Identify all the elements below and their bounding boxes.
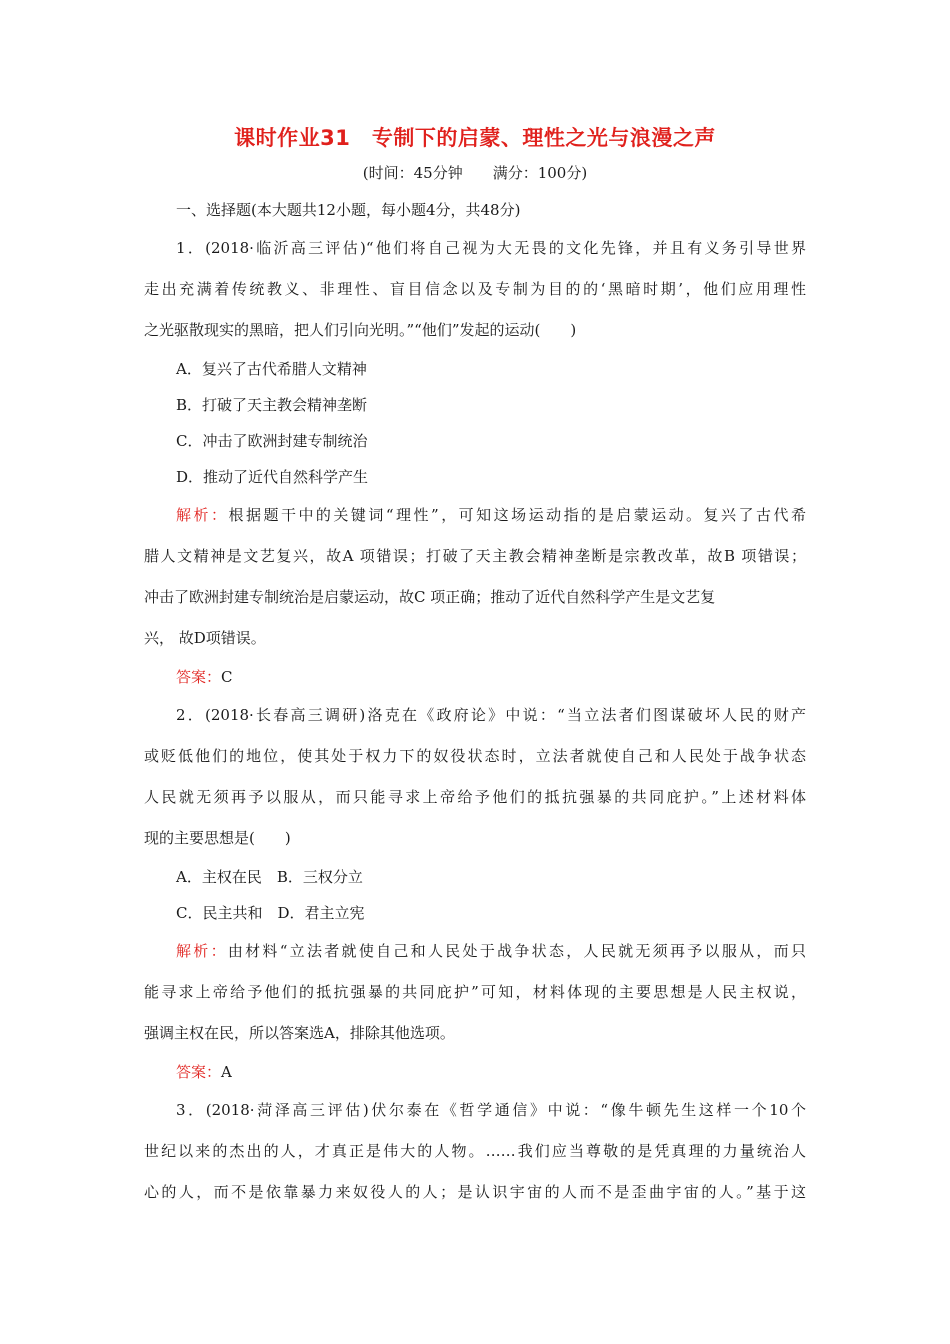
question-3-stem-line: 心的人，而不是依靠暴力来奴役人的人；是认识宇宙的人而不是歪曲宇宙的人。”基于这 <box>144 1183 806 1201</box>
time-and-score-info: (时间：45分钟 满分：100分) <box>362 164 588 182</box>
question-2-stem-line: 或贬低他们的地位，使其处于权力下的奴役状态时，立法者就使自己和人民处于战争状态 <box>144 747 806 765</box>
question-2-analysis-line: 能寻求上帝给予他们的抵抗强暴的共同庇护”可知，材料体现的主要思想是人民主权说， <box>144 983 806 1001</box>
question-1-stem-line: 之光驱散现实的黑暗，把人们引向光明。”“他们”发起的运动( ) <box>144 321 577 339</box>
question-1-option-d: D．推动了近代自然科学产生 <box>176 468 369 486</box>
question-1-stem-line: 走出充满着传统教义、非理性、盲目信念以及专制为目的的‘黑暗时期’，他们应用理性 <box>144 280 806 298</box>
question-2-analysis-line <box>144 931 806 972</box>
question-1-analysis-line: 腊人文精神是文艺复兴，故A 项错误；打破了天主教会精神垄断是宗教改革，故B 项错误； <box>144 547 806 565</box>
question-3-stem-line: 3．(2018·菏泽高三评估)伏尔泰在《哲学通信》中说：“像牛顿先生这样一个10个 <box>176 1101 806 1119</box>
analysis-text: 根据题干中的关键词“理性”，可知这场运动指的是启蒙运动。复兴了古代希 <box>228 506 806 524</box>
question-2-stem-line: 人民就无须再予以服从，而只能寻求上帝给予他们的抵抗强暴的共同庇护。”上述材料体 <box>144 788 806 806</box>
page-title: 课时作业31 专制下的启蒙、理性之光与浪漫之声 <box>234 126 716 150</box>
answer-label: 答案： <box>176 668 222 686</box>
question-2-options-row: C．民主共和 D．君主立宪 <box>176 904 365 922</box>
answer-value: C <box>221 668 233 686</box>
question-3-stem-line: 世纪以来的杰出的人，才真正是伟大的人物。……我们应当尊敬的是凭真理的力量统治人 <box>144 1142 806 1160</box>
section-heading: 一、选择题(本大题共12小题，每小题4分，共48分) <box>176 201 521 219</box>
question-1 <box>144 228 806 695</box>
question-1-option-c: C．冲击了欧洲封建专制统治 <box>176 432 368 450</box>
question-2-stem-line: 现的主要思想是( ) <box>144 829 291 847</box>
question-1-option-b: B．打破了天主教会精神垄断 <box>176 396 368 414</box>
analysis-label: 解析： <box>176 506 229 524</box>
question-2 <box>144 695 806 1090</box>
question-1-analysis-line: 冲击了欧洲封建专制统治是启蒙运动，故C 项正确；推动了近代自然科学产生是文艺复 <box>144 588 716 606</box>
analysis-text: 由材料“立法者就使自己和人民处于战争状态，人民就无须再予以服从，而只 <box>227 942 806 960</box>
question-3 <box>144 1090 806 1213</box>
question-1-analysis-line: 兴， 故D项错误。 <box>144 629 266 647</box>
question-1-analysis-line <box>144 495 806 536</box>
question-2-answer <box>144 1054 806 1090</box>
question-2-stem-line: 2．(2018·长春高三调研)洛克在《政府论》中说：“当立法者们图谋破坏人民的财产 <box>176 706 806 724</box>
question-2-options-row: A．主权在民 B．三权分立 <box>176 868 363 886</box>
question-2-analysis-line: 强调主权在民，所以答案选A，排除其他选项。 <box>144 1024 455 1042</box>
answer-label: 答案： <box>176 1063 222 1081</box>
question-1-option-a: A．复兴了古代希腊人文精神 <box>176 360 367 378</box>
question-1-stem-line: 1．(2018·临沂高三评估)“他们将自己视为大无畏的文化先锋，并且有义务引导世界 <box>176 239 806 257</box>
question-1-answer <box>144 659 806 695</box>
document-body <box>144 192 806 1213</box>
answer-value: A <box>221 1063 232 1081</box>
analysis-label: 解析： <box>176 942 228 960</box>
